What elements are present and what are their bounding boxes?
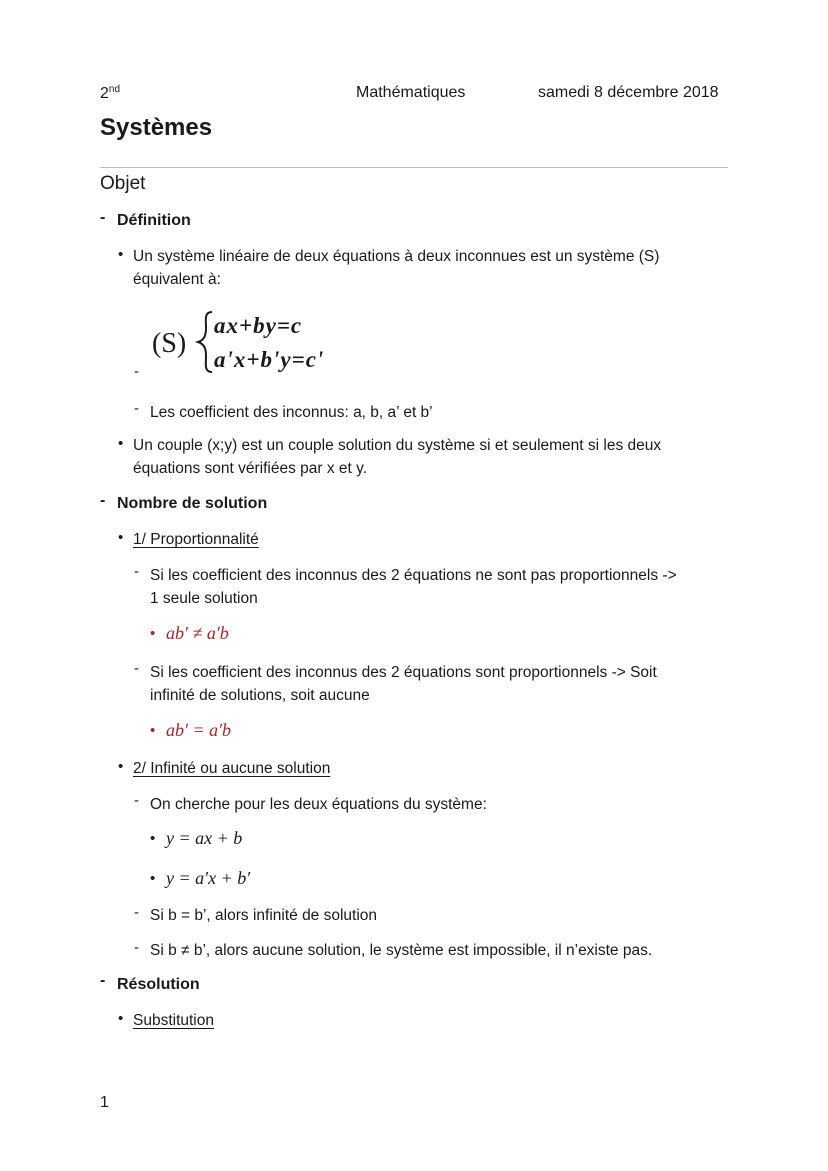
section-title-objet: Objet bbox=[100, 173, 146, 194]
dash-marker: - bbox=[100, 209, 106, 226]
proportional-line-2: infinité de solutions, soit aucune bbox=[150, 687, 370, 704]
search-equations-text: On cherche pour les deux équations du système: bbox=[150, 796, 487, 813]
system-equation-1: ax+by=c bbox=[214, 313, 303, 338]
heading-resolution: Résolution bbox=[117, 976, 200, 993]
bullet-marker: • bbox=[150, 870, 156, 887]
level-superscript: nd bbox=[108, 84, 121, 95]
formula-line-2: y = a′x + b′ bbox=[166, 868, 251, 888]
system-label: (S) bbox=[152, 328, 187, 359]
bullet-marker: • bbox=[118, 246, 124, 263]
subsection-proportionnalite: 1/ Proportionnalité bbox=[133, 531, 259, 548]
page-number: 1 bbox=[100, 1094, 109, 1111]
bullet-marker: • bbox=[118, 1010, 124, 1027]
dash-marker: - bbox=[134, 563, 139, 580]
heading-nombre-de-solution: Nombre de solution bbox=[117, 495, 268, 512]
bullet-marker: • bbox=[118, 529, 124, 546]
formula-equal: ab′ = a′b bbox=[166, 720, 232, 740]
dash-marker-empty: - bbox=[134, 363, 139, 380]
system-equation-2: a'x+b'y=c' bbox=[214, 347, 325, 372]
subsection-infinite-or-none: 2/ Infinité ou aucune solution bbox=[133, 760, 331, 777]
left-brace bbox=[198, 312, 212, 372]
bullet-marker: • bbox=[150, 830, 156, 847]
not-proportional-line-2: 1 seule solution bbox=[150, 590, 258, 607]
not-proportional-line-1: Si les coefficient des inconnus des 2 équations ne sont pas proportionnels -> bbox=[150, 567, 677, 584]
page-title: Systèmes bbox=[100, 114, 213, 141]
dash-marker: - bbox=[100, 492, 106, 509]
proportional-line-1: Si les coefficient des inconnus des 2 équations sont proportionnels -> Soit bbox=[150, 664, 657, 681]
date: samedi 8 décembre 2018 bbox=[538, 84, 719, 101]
bullet-marker-red: • bbox=[150, 722, 156, 739]
solution-couple-line-2: équations sont vérifiées par x et y. bbox=[133, 460, 368, 477]
dash-marker: - bbox=[134, 400, 139, 417]
class-level: 2nd bbox=[100, 84, 121, 102]
dash-marker: - bbox=[134, 792, 139, 809]
definition-line-1: Un système linéaire de deux équations à deux inconnues est un système (S) bbox=[133, 248, 660, 265]
dash-marker: - bbox=[134, 660, 139, 677]
coefficients-text: Les coefficient des inconnus: a, b, a’ et b’ bbox=[150, 404, 433, 421]
subsection-substitution: Substitution bbox=[133, 1012, 214, 1029]
dash-marker: - bbox=[134, 904, 139, 921]
formula-line-1: y = ax + b bbox=[166, 828, 243, 848]
not-equal-b-text: Si b ≠ b’, alors aucune solution, le système est impossible, il n’existe pas. bbox=[150, 942, 653, 959]
title-divider bbox=[100, 167, 728, 168]
equal-b-text: Si b = b’, alors infinité de solution bbox=[150, 907, 378, 924]
bullet-marker-red: • bbox=[150, 625, 156, 642]
dash-marker: - bbox=[134, 939, 139, 956]
system-equation bbox=[150, 306, 370, 378]
bullet-marker: • bbox=[118, 758, 124, 775]
formula-not-equal: ab′ ≠ a′b bbox=[166, 623, 229, 643]
solution-couple-line-1: Un couple (x;y) est un couple solution du système si et seulement si les deux bbox=[133, 437, 662, 454]
heading-definition: Définition bbox=[117, 212, 191, 229]
bullet-marker: • bbox=[118, 435, 124, 452]
subject: Mathématiques bbox=[356, 84, 466, 101]
definition-line-2: équivalent à: bbox=[133, 271, 221, 288]
dash-marker: - bbox=[100, 972, 106, 989]
